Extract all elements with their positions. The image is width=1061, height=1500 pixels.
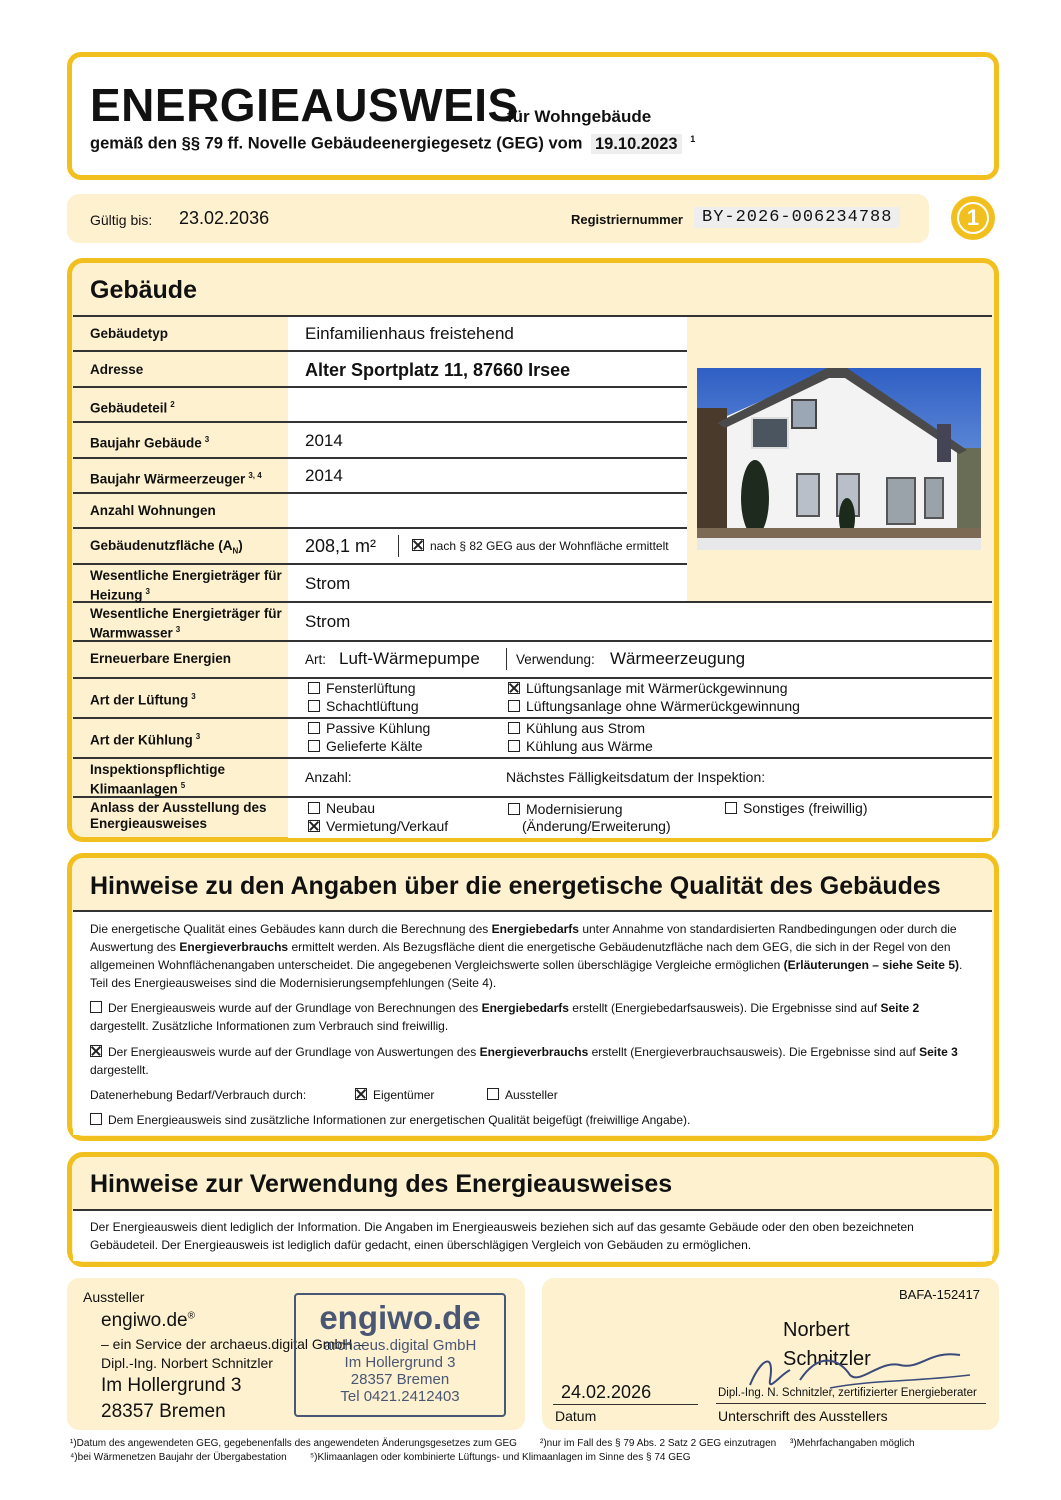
checkbox[interactable] [487,1088,499,1100]
anlass-option-modernisierung-sub: (Änderung/Erweiterung) [522,818,671,834]
label-lueftung-text: Art der Lüftung [90,692,189,708]
row-divider [73,386,687,388]
notes-p1-line2 [90,938,980,956]
usage-text [90,1218,980,1254]
label-waermeerzeuger-text: Baujahr Wärmeerzeuger [90,471,246,487]
stamp-tel: Tel 0421.2412403 [340,1388,460,1405]
notes-paragraph-1 [90,920,980,992]
row-divider [73,757,992,759]
checkbox[interactable] [508,803,520,815]
value-warmwasser: Strom [305,612,351,631]
option-label: Lüftungsanlage mit Wärmerückgewinnung [526,680,788,696]
kuehlung-option-waerme[interactable] [508,738,653,754]
issuer-street: Im Hollergrund 3 [101,1375,242,1396]
text: allgemeinen Wohnflächenangaben unterscheidet. Die angegebenen Vergleichswerte sollen überschlägige Vergleiche ermöglichen [90,958,784,972]
page-number-badge [951,196,995,240]
stamp-brand: engiwo.de [319,1299,481,1336]
datenerhebung-aussteller[interactable] [487,1086,558,1104]
label-heizung-line2: Heizung [90,587,143,603]
datenerhebung-label: Datenerhebung Bedarf/Verbrauch durch: [90,1088,307,1102]
row-divider [73,350,687,352]
text: Die energetische Qualität eines Gebäudes kann durch die Berechnung des [90,922,492,936]
option-label: Lüftungsanlage ohne Wärmerückgewinnung [526,698,800,714]
label-inspektion-line2: Klimaanlagen [90,781,178,797]
anlass-option-neubau[interactable] [308,800,375,816]
row-divider [73,717,992,719]
notes-p2-line1 [90,999,980,1017]
issuer-city: 28357 Bremen [101,1401,226,1422]
label-kuehlung-text: Art der Kühlung [90,732,193,748]
erneuerbar-art-value: Luft-Wärmepumpe [339,649,480,668]
notes-p1-line3 [90,956,980,974]
signer-name-line2: Schnitzler [783,1348,871,1370]
text: ermittelt werden. Als Bezugsfläche dient die energetische Gebäudenutzfläche nach dem GEG, die sich in der Regel von den [288,940,951,954]
text: erstellt (Energiebedarfsausweis). Die Ergebnisse sind auf [568,1001,881,1015]
label-anlass-line2: Energieausweises [90,816,208,831]
kuehlung-option-kaelte[interactable] [308,738,423,754]
kuehlung-option-strom[interactable] [508,720,645,736]
verbrauch-checkbox[interactable] [90,1045,102,1057]
notes-paragraph-3 [90,1043,980,1079]
row-divider [73,421,687,423]
usage-title-divider [73,1209,992,1211]
signer-title: Dipl.-Ing. N. Schnitzler, zertifizierter Energieberater [718,1387,977,1399]
label-erneuerbar: Erneuerbare Energien [90,651,232,666]
value-nutzflaeche: 208,1 m² [305,536,377,556]
inspektion-faelligkeit: Nächstes Fälligkeitsdatum der Inspektion: [506,769,766,785]
registration-label: Registriernummer [571,212,683,227]
text: unter Annahme von standardisierten Randbedingungen oder durch die [578,922,957,936]
date-label: Datum [555,1408,597,1424]
checkbox[interactable] [308,682,320,694]
checkbox[interactable] [508,682,520,694]
text-bold: Seite 3 [919,1045,958,1059]
geg-date-footnote: 1 [690,134,696,144]
label-nutzflaeche-end: ) [238,538,243,553]
stamp-city: 28357 Bremen [350,1371,450,1388]
label-warmwasser-line1: Wesentliche Energieträger für [90,606,282,621]
stamp-street: Im Hollergrund 3 [344,1354,456,1371]
document-title: ENERGIEAUSWEIS [90,79,519,131]
issuer-company-name: engiwo.de [101,1310,188,1331]
label-anlass [90,800,267,832]
issuer-label: Aussteller [83,1289,145,1305]
text: erstellt (Energieverbrauchsausweis). Die Ergebnisse sind auf [588,1045,920,1059]
kuehlung-option-passiv[interactable] [308,720,430,736]
date-underline [553,1404,698,1405]
notes-p1-line4: Teil des Energieausweises sind die Modernisierungsempfehlungen (Seite 4). [90,976,497,990]
checkbox[interactable] [308,820,320,832]
usage-line1: Der Energieausweis dient lediglich der Information. Die Angaben im Energieausweis beziehen sich auf das gesamte Gebäude oder den oben bezeichneten [90,1220,914,1234]
row-divider [73,492,687,494]
anlass-option-sonstiges[interactable] [725,800,867,816]
row-divider [73,457,687,459]
notes-paragraph-2 [90,999,980,1035]
notes-title-divider [73,910,992,912]
checkbox[interactable] [725,802,737,814]
bafa-number: BAFA-152417 [899,1287,980,1302]
value-waermeerzeuger: 2014 [305,466,343,485]
house-image [697,368,981,550]
label-lueftung [90,689,196,709]
checkbox[interactable] [508,740,520,752]
checkbox[interactable] [508,722,520,734]
footnote-4: ⁴)bei Wärmenetzen Baujahr der Übergabestation [70,1452,287,1463]
lueftung-option-schacht[interactable] [308,698,419,714]
usage-line2: Gebäudeteil. Der Energieausweis ist lediglich dafür gedacht, einen überschlägigen Vergleich von Gebäuden zu ermöglichen. [90,1238,752,1252]
text-bold: Energiebedarfs [491,922,579,936]
checkbox[interactable] [308,802,320,814]
option-label: Gelieferte Kälte [326,738,423,754]
lueftung-option-ohne-wrg[interactable] [508,698,800,714]
geg-date: 19.10.2023 [591,134,682,154]
footnote-3: ³)Mehrfachangaben möglich [790,1438,915,1449]
notes-p3-line1 [90,1043,980,1061]
label-nutzflaeche-text: Gebäudenutzfläche (A [90,538,233,553]
text: Der Energieausweis wurde auf der Grundlage von Auswertungen des [108,1045,480,1059]
checkbox[interactable] [508,700,520,712]
lueftung-option-fenster[interactable] [308,680,416,696]
label-heizung-line1: Wesentliche Energieträger für [90,568,282,583]
signature-label: Unterschrift des Ausstellers [718,1408,888,1424]
text-bold: Energieverbrauchs [479,1045,589,1059]
option-label: Kühlung aus Wärme [526,738,653,754]
text-bold: (Erläuterungen – siehe Seite 5) [783,958,959,972]
value-adresse: Alter Sportplatz 11, 87660 Irsee [305,360,571,380]
erneuerbar-verw-value: Wärmeerzeugung [610,649,746,668]
checkbox[interactable] [308,722,320,734]
label-baujahr [90,432,209,452]
signer-name-line1: Norbert [783,1319,850,1341]
label-kuehlung [90,729,200,749]
option-label: Fensterlüftung [326,680,416,696]
inspektion-anzahl: Anzahl: [305,769,352,785]
erneuerbar-verw-label: Verwendung: [516,652,595,667]
footnote-ref: 3 [195,732,201,741]
option-label: Dem Energieausweis sind zusätzliche Informationen zur energetischen Qualität beigefügt (freiwillige Angabe). [108,1113,691,1127]
text-bold: Energiebedarfs [481,1001,569,1015]
footnote-5: ⁵)Klimaanlagen oder kombinierte Lüftungs- und Klimaanlagen im Sinne des § 74 GEG [310,1452,691,1463]
nutzflaeche-checkbox[interactable] [412,539,424,551]
notes-p3-line2: dargestellt. [90,1063,149,1077]
building-section-title: Gebäude [90,276,197,304]
footnote-ref: 3, 4 [248,471,262,480]
option-label: Vermietung/Verkauf [326,818,449,834]
bedarf-checkbox[interactable] [90,1001,102,1013]
label-adresse: Adresse [90,362,144,377]
option-label: Schachtlüftung [326,698,419,714]
issuer-company [101,1310,195,1332]
notes-p1-line1 [90,920,980,938]
footnote-ref: 5 [180,781,186,790]
checkbox[interactable] [90,1113,102,1125]
document-subtitle [90,134,695,154]
checkbox[interactable] [308,740,320,752]
signature-underline [716,1403,986,1404]
building-photo [697,368,981,550]
label-warmwasser-line2: Warmwasser [90,625,173,641]
document-title-suffix: für Wohngebäude [507,107,652,126]
footnote-1: ¹)Datum des angewendeten GEG, gegebenenfalls des angewendeten Änderungsgesetzes zum GEG [70,1438,517,1449]
value-baujahr: 2014 [305,431,343,450]
value-heizung: Strom [305,574,351,593]
label-gebaeudeteil [90,397,175,417]
label-warmwasser [90,606,282,642]
page-number-inner: 1 [957,202,989,234]
zusatzinfo-option[interactable] [90,1111,690,1129]
value-gebaeudetyp: Einfamilienhaus freistehend [305,324,514,343]
erneuerbar-separator [506,648,507,670]
valid-until-value: 23.02.2036 [179,208,270,228]
label-inspektion [90,762,225,798]
text: Der Energieausweis wurde auf der Grundlage von Berechnungen des [108,1001,482,1015]
subtitle-text: gemäß den §§ 79 ff. Novelle Gebäudeenergiegesetz (GEG) vom [90,134,583,153]
checkbox[interactable] [308,700,320,712]
footnote-ref: 3 [191,692,196,701]
text: . [958,958,963,972]
stamp-company: archaeus.digital GmbH [323,1337,477,1354]
text-bold: Seite 2 [880,1001,920,1015]
option-label: Passive Kühlung [326,720,431,736]
option-label: Neubau [326,800,376,816]
label-heizung [90,568,282,604]
usage-title: Hinweise zur Verwendung des Energieausweises [90,1170,673,1198]
registration-number: BY-2026-006234788 [694,207,900,228]
checkbox[interactable] [355,1088,367,1100]
footnote-ref: 2 [170,400,175,409]
option-label: Eigentümer [373,1088,435,1102]
option-label: Modernisierung [526,801,623,817]
issuer-person: Dipl.-Ing. Norbert Schnitzler [101,1355,273,1371]
row-divider [73,315,992,317]
row-divider [73,527,687,529]
label-inspektion-line1: Inspektionspflichtige [90,762,226,777]
datenerhebung-eigentuemer[interactable] [355,1086,434,1104]
label-nutzflaeche-sub: N [232,546,239,556]
issuer-service: – ein Service der archaeus.digital GmbH – [101,1336,365,1352]
label-gebaeudetyp: Gebäudetyp [90,326,169,341]
text: Auswertung des [90,940,180,954]
erneuerbar-art-label: Art: [305,652,327,667]
label-nutzflaeche [90,538,243,560]
nutzflaeche-note [412,539,669,553]
option-label: Sonstiges (freiwillig) [743,800,868,816]
company-stamp [294,1293,506,1417]
valid-until-label: Gültig bis: [90,212,153,228]
footnote-ref: 3 [204,435,210,444]
anlass-option-modernisierung[interactable] [508,801,623,817]
building-table-white [288,316,687,602]
text-bold: Energieverbrauchs [179,940,289,954]
anlass-option-vermietung[interactable] [308,818,448,834]
label-wohnungen: Anzahl Wohnungen [90,503,216,518]
footnote-2: ²)nur im Fall des § 79 Abs. 2 Satz 2 GEG einzutragen [540,1438,777,1449]
lueftung-option-mit-wrg[interactable] [508,680,787,696]
label-waermeerzeuger [90,468,262,488]
option-label: Aussteller [505,1088,558,1102]
label-gebaeudeteil-text: Gebäudeteil [90,400,168,416]
footnote-ref: 3 [145,587,150,596]
option-label: Kühlung aus Strom [526,720,646,736]
nutzflaeche-separator [398,535,399,557]
registered-mark: ® [187,1310,195,1322]
nutzflaeche-note-text: nach § 82 GEG aus der Wohnfläche ermittelt [430,539,669,553]
row-divider [73,677,992,679]
signature-date: 24.02.2026 [561,1382,652,1402]
row-divider [73,563,687,565]
notes-title: Hinweise zu den Angaben über die energetische Qualität des Gebäudes [90,872,941,900]
notes-p2-line2: dargestellt. Zusätzliche Informationen zum Verbrauch sind freiwillig. [90,1019,449,1033]
label-anlass-line1: Anlass der Ausstellung des [90,800,267,815]
footnote-ref: 3 [175,625,181,634]
label-baujahr-text: Baujahr Gebäude [90,435,202,451]
